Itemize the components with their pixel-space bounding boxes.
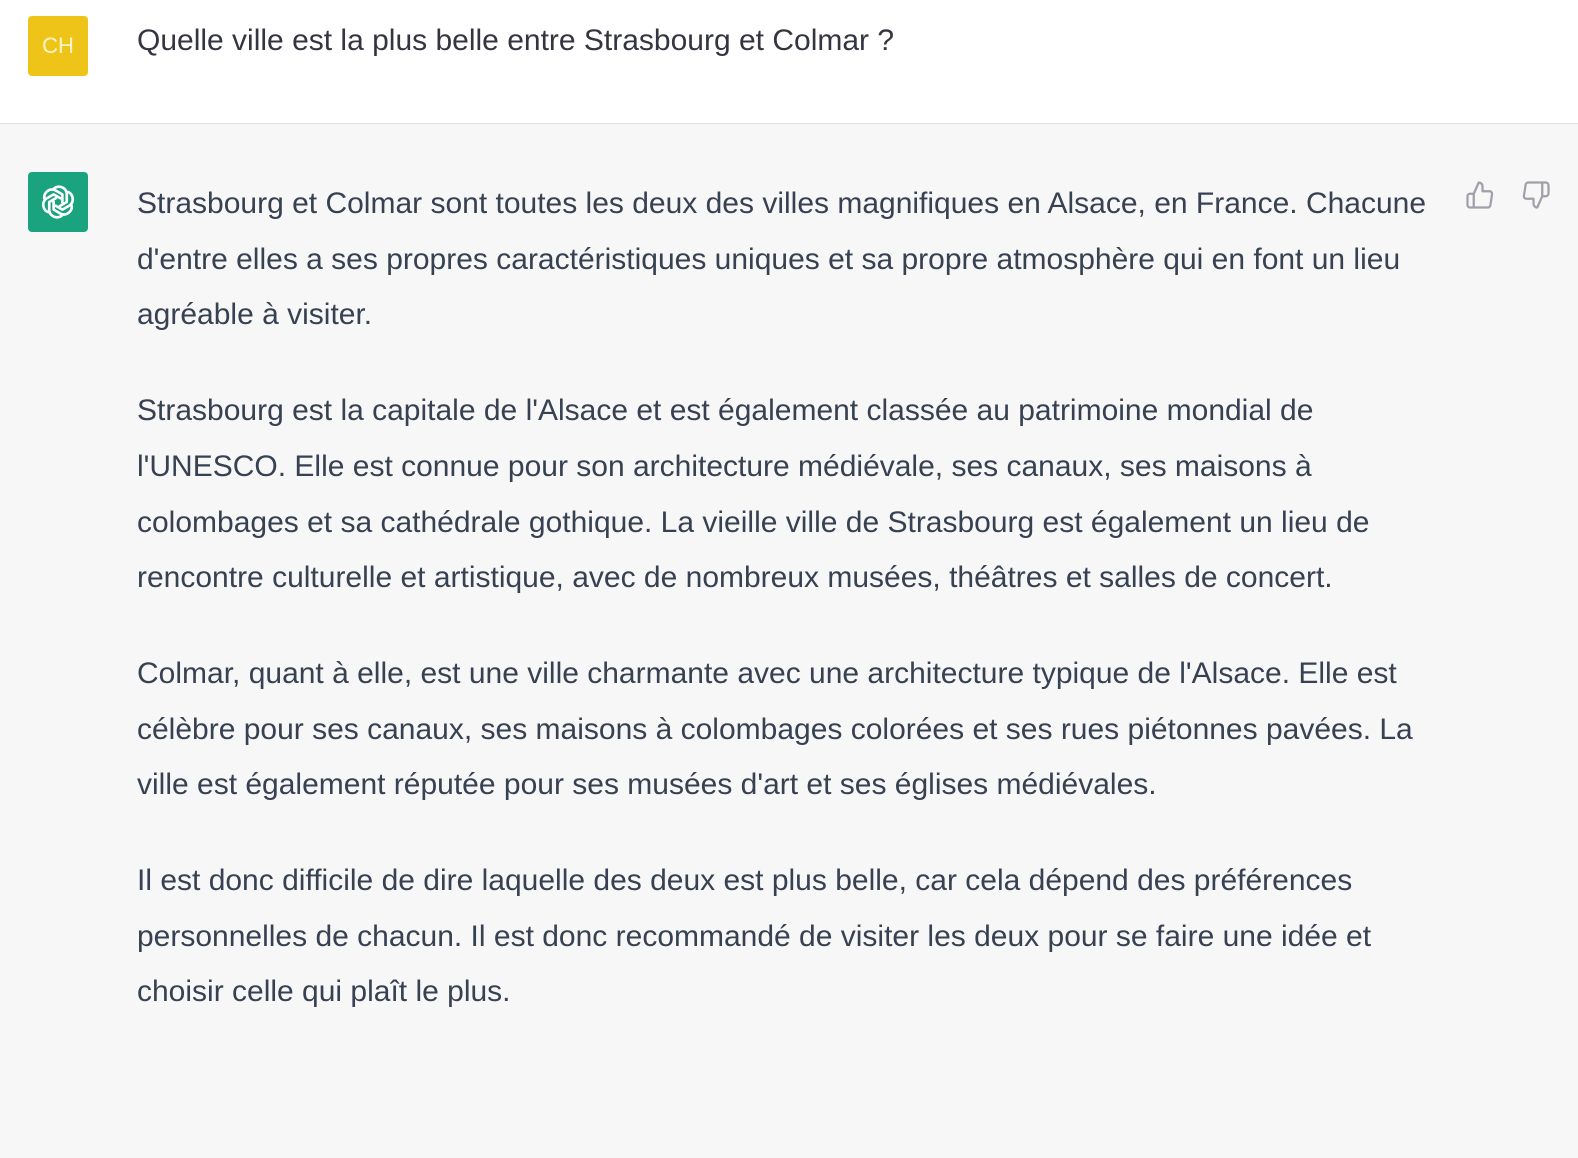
answer-paragraph: Colmar, quant à elle, est une ville charmante avec une architecture typique de l'Alsace. Elle est célèbre pour ses canaux, ses maisons à colombages colorées et ses rues piétonnes pavées. La ville est également réputée pour ses musées d'art et ses églises médiévales.: [137, 656, 1413, 802]
thumbs-down-icon: [1521, 179, 1551, 211]
user-message-text: Quelle ville est la plus belle entre Strasbourg et Colmar ?: [137, 24, 895, 57]
thumbs-down-button[interactable]: [1520, 178, 1552, 212]
assistant-message-row: [0, 124, 1578, 1158]
user-avatar: [28, 16, 88, 76]
answer-paragraph: Il est donc difficile de dire laquelle des deux est plus belle, car cela dépend des préférences personnelles de chacun. Il est donc recommandé de visiter les deux pour se faire une idée et choisir celle qui plaît le plus.: [137, 864, 1372, 1009]
user-avatar-initials: CH: [42, 33, 74, 58]
user-message-row: [0, 0, 1578, 124]
assistant-message-text: [137, 176, 1437, 1060]
answer-paragraph: Strasbourg est la capitale de l'Alsace et est également classée au patrimoine mondial de l'UNESCO. Elle est connue pour son architecture médiévale, ses canaux, ses maisons à colombages et sa cathédrale gothique. La vieille ville de Strasbourg est également un lieu de rencontre culturelle et artistique, avec de nombreux musées, théâtres et salles de concert.: [137, 394, 1370, 595]
answer-paragraph: Strasbourg et Colmar sont toutes les deux des villes magnifiques en Alsace, en France. Chacune d'entre elles a ses propres caractéristiques uniques et sa propre atmosphère qui en font un lieu agréable à visiter.: [137, 187, 1427, 332]
thumbs-up-button[interactable]: [1464, 178, 1496, 212]
feedback-buttons: [1464, 178, 1552, 212]
openai-logo-icon: [37, 181, 79, 223]
assistant-avatar: [28, 172, 88, 232]
thumbs-up-icon: [1465, 179, 1495, 211]
